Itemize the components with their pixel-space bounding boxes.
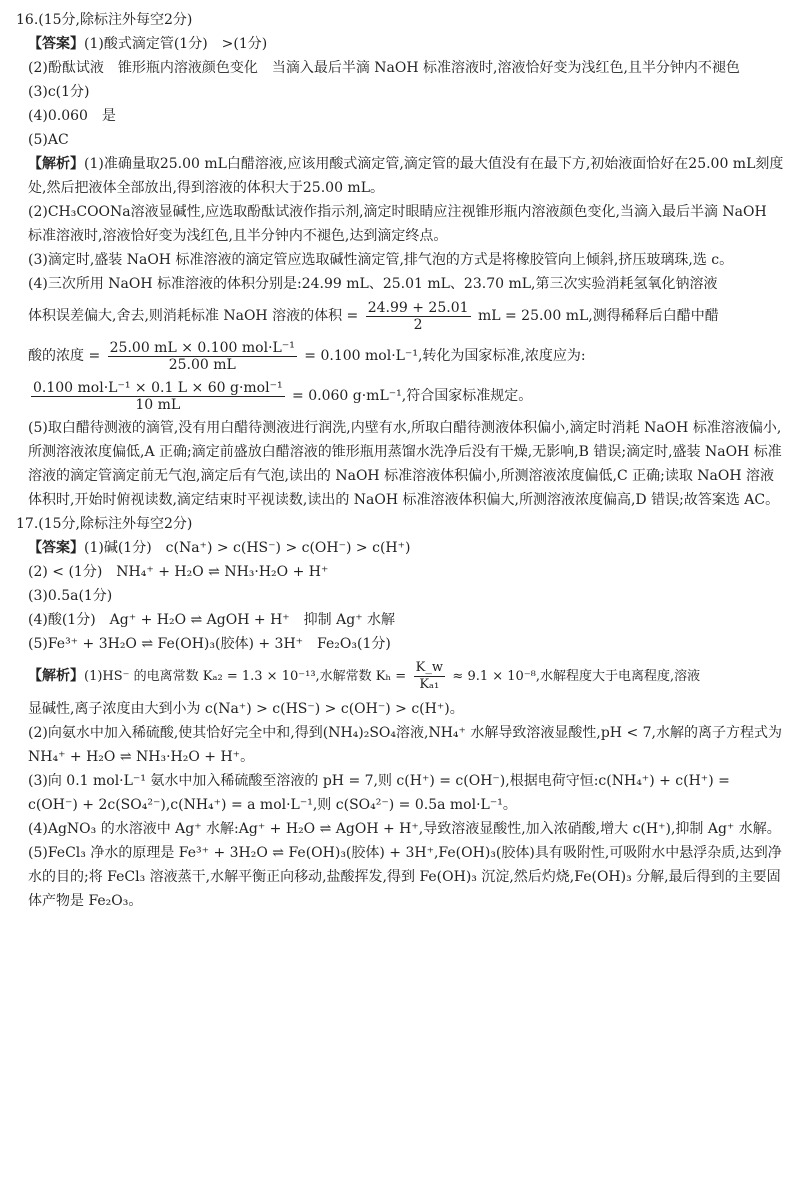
volume-average-fraction: $\frac{24.99 + 25.01}{2}$ (367, 299, 469, 333)
q16-analysis-2: (2)CH₃COONa溶液显碱性,应选取酚酞试液作指示剂,滴定时眼睛应注视锥形瓶内溶液颜色变化,当滴入最后半滴 NaOH 标准溶液时,溶液恰好变为浅红色,且半分钟内不褪色,达到滴定终点。 (28, 204, 767, 244)
q17-answer-4: (4)酸(1分) Ag⁺ + H₂O ⇌ AgOH + H⁺ 抑制 Ag⁺ 水解 (28, 612, 396, 628)
q17-analysis-3: (3)向 0.1 mol·L⁻¹ 氨水中加入稀硫酸至溶液的 pH = 7,则 c(H⁺) = c(OH⁻),根据电荷守恒:c(NH₄⁺) + c(H⁺) = c(OH⁻) + 2c(SO₄²⁻),c(NH₄⁺) = a mol·L⁻¹,则 c(SO₄²⁻) = 0.5a mol·L⁻¹。 (28, 773, 730, 813)
q17-answer-2: (2) < (1分) NH₄⁺ + H₂O ⇌ NH₃·H₂O + H⁺ (28, 564, 329, 580)
q16-analysis-5: (5)取白醋待测液的滴管,没有用白醋待测液进行润洗,内壁有水,所取白醋待测液体积偏小,滴定时消耗 NaOH 标准溶液偏小,所测溶液浓度偏低,A 正确;滴定前盛放白醋溶液的锥形瓶用蒸馏水洗净后没有干燥,无影响,B 错误;滴定时,盛装 NaOH 标准溶液的滴定管滴定前无气泡,滴定后有气泡,读出的 NaOH 标准溶液体积偏小,所测溶液浓度偏低,C 正确;读取 NaOH 溶液体积时,开始时俯视读数,滴定结束时平视读数,读出的 NaOH 标准溶液体积偏大,所测溶液浓度偏高,D 错误;故答案选 AC。 (28, 420, 782, 508)
analysis-tag: 【解析】 (28, 668, 84, 684)
q16-answer-2: (2)酚酞试液 锥形瓶内溶液颜色变化 当滴入最后半滴 NaOH 标准溶液时,溶液恰好变为浅红色,且半分钟内不褪色 (28, 60, 740, 76)
mass-concentration-fraction: $\frac{\text{0.100 mol·L⁻¹ × 0.1 L × 60 g·mol⁻¹}}{10 mL}$ (33, 379, 283, 413)
q17-analysis-4: (4)AgNO₃ 的水溶液中 Ag⁺ 水解:Ag⁺ + H₂O ⇌ AgOH + H⁺,导致溶液显酸性,加入浓硝酸,增大 c(H⁺),抑制 Ag⁺ 水解。 (28, 821, 781, 837)
q17-answer-1: 【答案】(1)碱(1分) c(Na⁺) > c(HS⁻) > c(OH⁻) > c(H⁺) (28, 540, 411, 556)
q16-analysis-4-line3: 酸的浓度 = $\frac{\text{25.00 mL × 0.100 mol·L⁻¹}}{25.00 mL}$ = 0.100 mol·L⁻¹,转化为国家标准,浓度应为: (28, 339, 586, 373)
q16-answer-5: (5)AC (28, 132, 69, 148)
q16-analysis-4-line2: 体积误差偏大,舍去,则消耗标准 NaOH 溶液的体积 = $\frac{24.99 + 25.01}{2}$ mL = 25.00 mL,测得稀释后白醋中醋 (28, 299, 719, 333)
hydrolysis-constant-fraction: $\frac{K\_w}{\text{Kₐ₁}}$ (415, 659, 443, 692)
q16-answer-3: (3)c(1分) (28, 84, 90, 100)
q16-analysis-4-line4: $\frac{\text{0.100 mol·L⁻¹ × 0.1 L × 60 g·mol⁻¹}}{10 mL}$ = 0.060 g·mL⁻¹,符合国家标准规定。 (33, 379, 533, 413)
q16-answer-4: (4)0.060 是 (28, 108, 116, 124)
acid-concentration-fraction: $\frac{\text{25.00 mL × 0.100 mol·L⁻¹}}{25.00 mL}$ (109, 339, 295, 373)
q16-analysis-3: (3)滴定时,盛装 NaOH 标准溶液的滴定管应选取碱性滴定管,排气泡的方式是将橡胶管向上倾斜,挤压玻璃珠,选 c。 (28, 252, 734, 268)
q16-header: 16.(15分,除标注外每空2分) (16, 12, 193, 28)
q17-analysis-5: (5)FeCl₃ 净水的原理是 Fe³⁺ + 3H₂O ⇌ Fe(OH)₃(胶体) + 3H⁺,Fe(OH)₃(胶体)具有吸附性,可吸附水中悬浮杂质,达到净水的目的;将 FeCl₃ 溶液蒸干,水解平衡正向移动,盐酸挥发,得到 Fe(OH)₃ 沉淀,然后灼烧,Fe(OH)₃ 分解,最后得到的主要固体产物是 Fe₂O₃。 (28, 845, 782, 909)
q17-analysis-1-line1: 【解析】(1)HS⁻ 的电离常数 Kₐ₂ = 1.3 × 10⁻¹³,水解常数 Kₕ = $\frac{K\_w}{\text{Kₐ₁}}$ ≈ 9.1 × 10⁻⁸,水解程度大于电离程度,溶液 (28, 659, 701, 692)
q17-analysis-1-line2: 显碱性,离子浓度由大到小为 c(Na⁺) > c(HS⁻) > c(OH⁻) > c(H⁺)。 (28, 701, 464, 717)
analysis-tag: 【解析】 (28, 156, 84, 172)
q17-header: 17.(15分,除标注外每空2分) (16, 516, 193, 532)
q16-analysis-1: 【解析】(1)准确量取25.00 mL白醋溶液,应该用酸式滴定管,滴定管的最大值没有在最下方,初始液面恰好在25.00 mL刻度处,然后把液体全部放出,得到溶液的体积大于25.00 mL。 (28, 156, 784, 196)
q17-analysis-2: (2)向氨水中加入稀硫酸,使其恰好完全中和,得到(NH₄)₂SO₄溶液,NH₄⁺ 水解导致溶液显酸性,pH < 7,水解的离子方程式为 NH₄⁺ + H₂O ⇌ NH₃·H₂O + H⁺。 (28, 725, 782, 765)
answer-tag: 【答案】 (28, 36, 84, 52)
q16-analysis-4-line1: (4)三次所用 NaOH 标准溶液的体积分别是:24.99 mL、25.01 mL、23.70 mL,第三次实验消耗氢氧化钠溶液 (28, 276, 718, 292)
q16-answer-1: 【答案】(1)酸式滴定管(1分) >(1分) (28, 36, 268, 52)
answer-tag: 【答案】 (28, 540, 84, 556)
q17-answer-5: (5)Fe³⁺ + 3H₂O ⇌ Fe(OH)₃(胶体) + 3H⁺ Fe₂O₃(1分) (28, 636, 391, 652)
q17-answer-3: (3)0.5a(1分) (28, 588, 113, 604)
